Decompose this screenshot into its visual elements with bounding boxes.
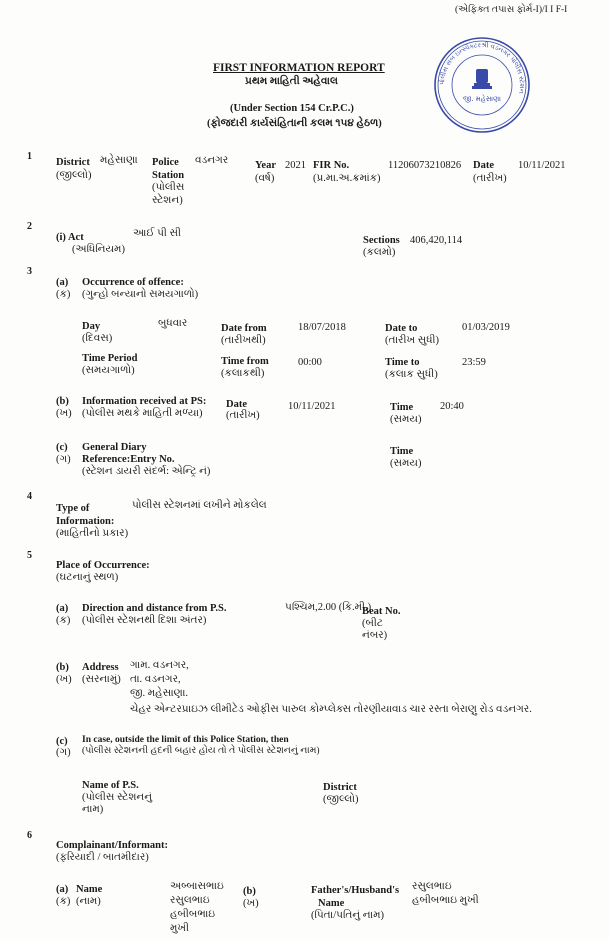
name-a-label: (a) — [56, 884, 69, 895]
page-title: FIRST INFORMATION REPORT — [213, 62, 385, 74]
father-b-label: (b) — [243, 886, 256, 897]
day-label: Day — [82, 321, 101, 332]
year-label-guj: (વર્ષ) — [255, 173, 275, 184]
section-number-2: 2 — [27, 221, 32, 232]
address-label-guj: (સરનામું) — [82, 674, 121, 685]
info-date-value: 10/11/2021 — [288, 401, 336, 412]
info-b-label-guj: (ખ) — [56, 408, 72, 419]
date-from-value: 18/07/2018 — [298, 322, 346, 333]
address-label: Address — [82, 662, 119, 673]
direction-a-label-guj: (ક) — [56, 615, 71, 626]
occurrence-label-guj: (ગુન્હો બન્યાનો સમયગાળો) — [82, 289, 199, 300]
time-to-label-guj: (કલાક સુધી) — [385, 369, 438, 380]
section-number-6: 6 — [27, 830, 32, 841]
time-from-label: Time from — [221, 356, 269, 367]
date-from-label: Date from — [221, 323, 267, 334]
occurrence-label: Occurrence of offence: — [82, 277, 184, 288]
sections-label: Sections — [363, 235, 400, 246]
info-time-label-guj: (સમય) — [390, 414, 422, 425]
section-number-5: 5 — [27, 550, 32, 561]
info-time-value: 20:40 — [440, 401, 464, 412]
direction-value: પશ્ચિમ,2.00 (કિ.મી.) — [285, 602, 372, 613]
outside-limit-label: In case, outside the limit of this Police Station, then — [82, 735, 289, 745]
police-seal-stamp — [432, 35, 532, 135]
address-line-1: ગામ. વડનગર, — [130, 660, 189, 671]
police-station-label: Police — [152, 157, 179, 168]
father-b-label-guj: (ખ) — [243, 898, 259, 909]
name-of-ps-label: Name of P.S. — [82, 780, 139, 791]
district-value: મહેસાણા — [100, 155, 138, 166]
gd-c-label-guj: (ગ) — [56, 454, 71, 465]
address-b-label-guj: (ખ) — [56, 674, 72, 685]
time-period-label-guj: (સમયગાળો) — [82, 365, 135, 376]
info-received-label: Information received at PS: — [82, 396, 207, 407]
section-number-4: 4 — [27, 491, 32, 502]
police-station-label-guj-2: સ્ટેશન) — [152, 195, 183, 206]
name-label: Name — [76, 884, 103, 895]
name-value-line-3: હબીબભાઇ — [170, 909, 216, 920]
police-station-label-2: Station — [152, 170, 185, 181]
name-value-line-1: અબ્બાસભાઇ — [170, 881, 224, 892]
year-value: 2021 — [285, 160, 306, 171]
info-received-label-guj: (પોલીસ મથકે માહિતી મળ્યા) — [82, 408, 203, 419]
day-value: બુધવાર — [158, 318, 188, 329]
info-b-label: (b) — [56, 396, 69, 407]
address-line-3: જી. મહેસાણા. — [130, 688, 189, 699]
father-husband-label: Father's/Husband's — [311, 885, 400, 896]
date-to-value: 01/03/2019 — [462, 322, 510, 333]
outside-c-label-guj: (ગ) — [56, 747, 71, 758]
name-label-guj: (નામ) — [76, 896, 101, 907]
beat-label-guj-2: નંબર) — [362, 630, 388, 641]
direction-a-label: (a) — [56, 603, 69, 614]
year-label: Year — [255, 160, 276, 171]
address-b-label: (b) — [56, 662, 69, 673]
complainant-label-guj: (ફરિયાદી / બાતમીદાર) — [56, 852, 149, 863]
direction-label: Direction and distance from P.S. — [82, 603, 227, 614]
district-label: District — [56, 157, 90, 168]
name-value-line-4: મુખી — [170, 923, 190, 934]
name-of-ps-label-guj-2: નામ) — [82, 804, 104, 815]
father-husband-label-2: Name — [318, 898, 345, 909]
fir-date-label-guj: (તારીખ) — [473, 173, 507, 184]
address-line-2: તા. વડનગર, — [130, 674, 181, 685]
father-value-line-2: હબીબભાઇ મુખી — [412, 895, 479, 906]
gd-c-label: (c) — [56, 442, 68, 453]
act-label-guj: (અધિનિયમ) — [72, 244, 125, 255]
occurrence-a-label: (a) — [56, 277, 69, 288]
page-subtitle-guj: (ફોજદારી કાર્યસંહિતાની કલમ ૧૫૪ હેઠળ) — [207, 118, 382, 129]
time-to-label: Time to — [385, 357, 420, 368]
date-to-label-guj: (તારીખ સુધી) — [385, 335, 440, 346]
place-label-guj: (ઘટનાનું સ્થળ) — [56, 572, 119, 583]
police-station-value: વડનગર — [195, 155, 229, 166]
father-value-line-1: રસુલભાઇ — [412, 881, 452, 892]
fir-number-label: FIR No. — [313, 160, 350, 171]
sections-label-guj: (કલમો) — [363, 247, 396, 258]
page-subtitle: (Under Section 154 Cr.P.C.) — [230, 103, 354, 114]
page-title-guj: પ્રથમ માહિતી અહેવાલ — [245, 76, 338, 87]
outside-limit-label-guj: (પોલીસ સ્ટેશનની હદની બહાર હોય તો તે પોલીસ સ્ટેશનનું નામ) — [82, 746, 320, 756]
time-from-value: 00:00 — [298, 357, 322, 368]
occurrence-a-label-guj: (ક) — [56, 289, 71, 300]
info-time-label: Time — [390, 402, 414, 413]
name-a-label-guj: (ક) — [56, 896, 71, 907]
seal-ring-text: પોલીસ સબ ઇન્સ્પેક્ટરશ્રી વડનગર પોલીસ સ્ટેશન — [437, 40, 527, 95]
time-to-value: 23:59 — [462, 357, 486, 368]
form-code: (એફિક્‍ત તપાસ ફોર્મ-I)/I I F-I — [455, 5, 568, 15]
info-type-label: Type of — [56, 503, 90, 514]
info-date-label-guj: (તારીખ) — [226, 410, 260, 421]
national-emblem-icon — [472, 69, 492, 89]
direction-label-guj: (પોલીસ સ્ટેશનથી દિશા અંતર) — [82, 615, 207, 626]
day-label-guj: (દિવસ) — [82, 333, 113, 344]
section-number-3: 3 — [27, 266, 32, 277]
place-label: Place of Occurrence: — [56, 560, 150, 571]
fir-date-label: Date — [473, 160, 494, 171]
gd-time-label-guj: (સમય) — [390, 458, 422, 469]
address-line-4: ચેહર એન્ટરપ્રાઇઝ લીમીટેડ ઓફીસ પારુલ કોમ્પ્લેક્સ તોરણીયાવાડ ચાર રસ્તા બેરાણુ રોડ વડનગર. — [130, 704, 532, 715]
outside-district-label: District — [323, 782, 357, 793]
father-husband-label-guj: (પિતા/પતિનું નામ) — [311, 910, 385, 921]
general-diary-label: General Diary — [82, 442, 147, 453]
gd-time-label: Time — [390, 446, 414, 457]
outside-c-label: (c) — [56, 736, 68, 747]
name-value-line-2: રસુલભાઇ — [170, 895, 210, 906]
info-date-label: Date — [226, 399, 247, 410]
district-label-guj: (જીલ્લો) — [56, 170, 92, 181]
info-type-label-guj: (માહિતીનો પ્રકાર) — [56, 528, 129, 539]
beat-label: Beat No. — [362, 606, 401, 617]
complainant-label: Complainant/Informant: — [56, 840, 169, 851]
sections-value: 406,420,114 — [410, 235, 463, 246]
name-of-ps-label-guj: (પોલીસ સ્ટેશનનું — [82, 792, 153, 803]
act-value: આઈ પી સી — [133, 228, 182, 239]
general-diary-label-2: Reference:Entry No. — [82, 454, 175, 465]
info-type-value: પોલીસ સ્ટેશનમાં લખીને મોકલેલ — [132, 500, 267, 511]
date-from-label-guj: (તારીખથી) — [221, 335, 266, 346]
beat-label-guj: (બીટ — [362, 618, 384, 629]
time-period-label: Time Period — [82, 353, 138, 364]
fir-number-value: 11206073210826 — [388, 160, 462, 171]
act-label: (i) Act — [56, 232, 84, 243]
date-to-label: Date to — [385, 323, 418, 334]
police-station-label-guj: (પોલીસ — [152, 182, 185, 193]
fir-number-label-guj: (પ્ર.મા.અ.ક્રમાંક) — [313, 173, 381, 184]
outside-district-label-guj: (જીલ્લો) — [323, 794, 359, 805]
time-from-label-guj: (કલાકથી) — [221, 368, 265, 379]
info-type-label-2: Information: — [56, 516, 115, 527]
general-diary-label-guj: (સ્ટેશન ડાયરી સંદર્ભ: એન્ટ્રિ નં) — [82, 466, 211, 477]
fir-date-value: 10/11/2021 — [518, 160, 566, 171]
seal-center-text: જી. મહેસાણા — [463, 95, 501, 103]
section-number-1: 1 — [27, 151, 32, 162]
